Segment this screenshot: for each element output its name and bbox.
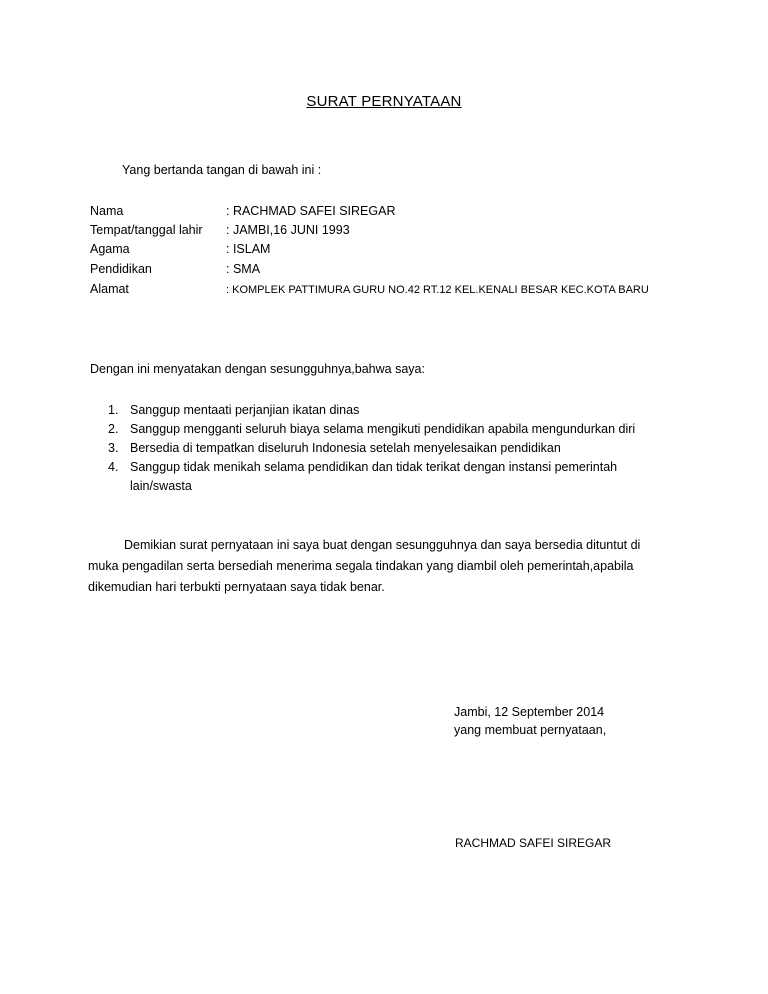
list-item	[108, 420, 690, 439]
closing-line-1: Demikian surat pernyataan ini saya buat dengan sesungguhnya dan saya bersedia dituntut di	[124, 538, 641, 552]
field-label-nama: Nama	[90, 204, 124, 218]
field-value-agama: : ISLAM	[226, 242, 271, 256]
signature-role: yang membuat pernyataan,	[454, 723, 607, 737]
field-label-agama: Agama	[90, 242, 130, 256]
field-value-alamat: : KOMPLEK PATTIMURA GURU NO.42 RT.12 KEL.KENALI BESAR KEC.KOTA BARU	[226, 284, 649, 296]
list-item-text: Sanggup mengganti seluruh biaya selama mengikuti pendidikan apabila mengundurkan diri	[130, 422, 636, 436]
field-label-tempat-tanggal-lahir: Tempat/tanggal lahir	[90, 223, 203, 237]
list-item-number: 3.	[108, 441, 119, 455]
statement-text: Dengan ini menyatakan dengan sesungguhnya,bahwa saya:	[90, 362, 425, 376]
field-value-pendidikan: : SMA	[226, 262, 261, 276]
field-value-nama: : RACHMAD SAFEI SIREGAR	[226, 204, 396, 218]
list-item-text: Sanggup tidak menikah selama pendidikan dan tidak terikat dengan instansi pemerintah	[130, 460, 618, 474]
list-item-text: Sanggup mentaati perjanjian ikatan dinas	[130, 403, 360, 417]
field-value-tempat-tanggal-lahir: : JAMBI,16 JUNI 1993	[226, 223, 350, 237]
list-item	[108, 401, 690, 420]
list-item-number: 1.	[108, 403, 119, 417]
list-item	[108, 458, 690, 496]
signature-name: RACHMAD SAFEI SIREGAR	[455, 836, 612, 850]
field-label-alamat: Alamat	[90, 282, 129, 296]
closing-line-3: dikemudian hari terbukti pernyataan saya tidak benar.	[88, 580, 385, 594]
closing-paragraph	[90, 535, 670, 598]
list-item-number: 4.	[108, 460, 119, 474]
list-item-number: 2.	[108, 422, 119, 436]
document-title: SURAT PERNYATAAN	[306, 93, 462, 110]
list-item-continuation: lain/swasta	[130, 479, 192, 493]
signature-place-date: Jambi, 12 September 2014	[454, 705, 605, 719]
intro-text: Yang bertanda tangan di bawah ini :	[122, 163, 322, 177]
list-item	[108, 439, 690, 458]
list-item-text: Bersedia di tempatkan diseluruh Indonesia setelah menyelesaikan pendidikan	[130, 441, 561, 455]
closing-line-2: muka pengadilan serta bersediah menerima segala tindakan yang diambil oleh pemerintah,apabila	[88, 559, 634, 573]
field-label-pendidikan: Pendidikan	[90, 262, 152, 276]
commitment-list	[108, 401, 690, 496]
